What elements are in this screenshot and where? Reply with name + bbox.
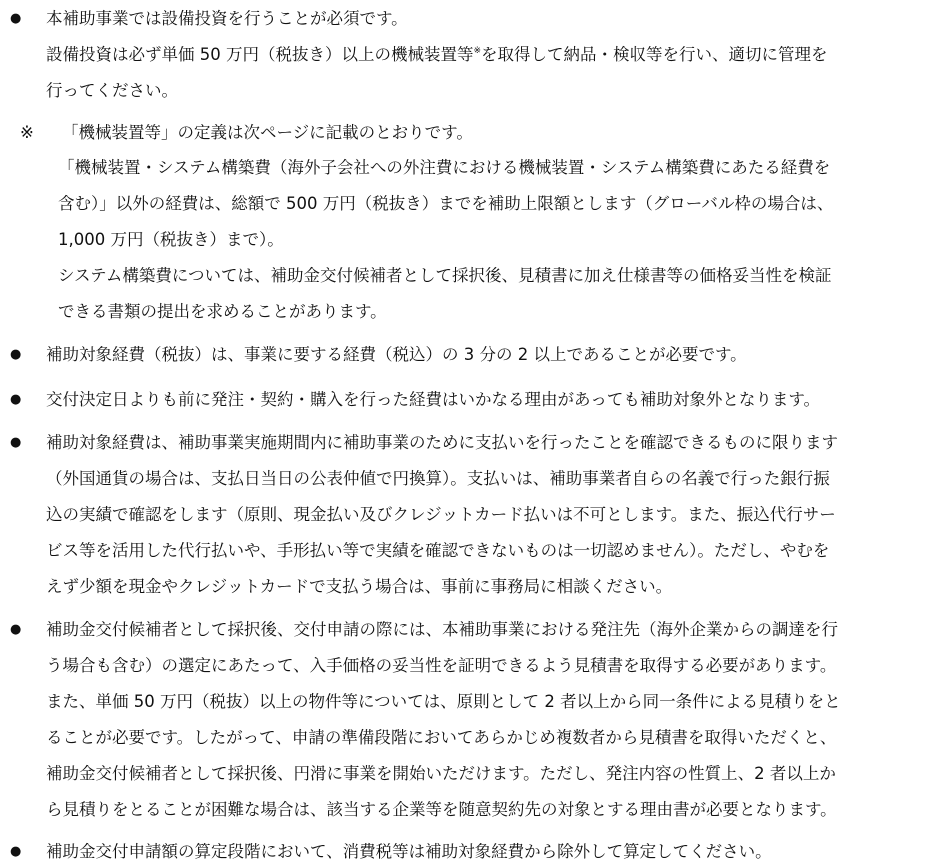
text-line: また、単価 50 万円（税抜）以上の物件等については、原則として 2 者以上から同一条件による見積りをと xyxy=(46,692,841,711)
footnote-mark: ※ xyxy=(473,46,482,56)
text-line: 行ってください。 xyxy=(46,81,178,100)
text-line: 「機械装置・システム構築費（海外子会社への外注費における機械装置・システム構築費にあたる経費を xyxy=(58,158,831,177)
text-line: システム構築費については、補助金交付候補者として採択後、見積書に加え仕様書等の価格妥当性を検証 xyxy=(58,266,832,285)
text-line: 補助金交付候補者として採択後、交付申請の際には、本補助事業における発注先（海外企業からの調達を行 xyxy=(46,620,838,639)
text-line: ビス等を活用した代行払いや、手形払い等で実績を確認できないものは一切認めません）。ただし、やむを xyxy=(46,541,830,560)
bullet-marker: ● xyxy=(10,622,22,637)
text-line: ることが必要です。したがって、申請の準備段階においてあらかじめ複数者から見積書を取得いただくと、 xyxy=(46,728,837,747)
text-line: 1,000 万円（税抜き）まで）。 xyxy=(58,230,284,249)
bullet-marker: ● xyxy=(10,11,22,26)
text-line: （外国通貨の場合は、支払日当日の公表仲値で円換算）。支払いは、補助事業者自らの名義で行った銀行振 xyxy=(46,469,830,488)
note-marker: ※ xyxy=(20,123,34,142)
text-line: う場合も含む）の選定にあたって、入手価格の妥当性を証明できるよう見積書を取得する必要があります。 xyxy=(46,656,837,675)
text-line: ら見積りをとることが困難な場合は、該当する企業等を随意契約先の対象とする理由書が必要となります。 xyxy=(46,800,837,819)
bullet-marker: ● xyxy=(10,435,22,450)
bullet-marker: ● xyxy=(10,347,22,362)
text-line: できる書類の提出を求めることがあります。 xyxy=(58,302,387,321)
text-line: 本補助事業では設備投資を行うことが必須です。 xyxy=(46,9,408,28)
bullet-marker: ● xyxy=(10,844,22,859)
bullet-marker: ● xyxy=(10,392,22,407)
text-line: 補助対象経費は、補助事業実施期間内に補助事業のために支払いを行ったことを確認できるものに限ります xyxy=(46,433,838,452)
text-line: 含む）」以外の経費は、総額で 500 万円（税抜き）までを補助上限額とします（グローバル枠の場合は、 xyxy=(58,194,834,213)
text-line: 設備投資は必ず単価 50 万円（税抜き）以上の機械装置等※を取得して納品・検収等を行い、適切に管理を xyxy=(46,45,828,64)
text-line: 交付決定日よりも前に発注・契約・購入を行った経費はいかなる理由があっても補助対象外となります。 xyxy=(46,390,821,409)
text-line: 「機械装置等」の定義は次ページに記載のとおりです。 xyxy=(62,123,473,142)
text-line: 補助金交付候補者として採択後、円滑に事業を開始いただけます。ただし、発注内容の性質上、2 者以上か xyxy=(46,764,836,783)
text-line: えず少額を現金やクレジットカードで支払う場合は、事前に事務局に相談ください。 xyxy=(46,577,673,596)
text-line: 補助対象経費（税抜）は、事業に要する経費（税込）の 3 分の 2 以上であることが必要です。 xyxy=(46,345,747,364)
text-line: 込の実績で確認をします（原則、現金払い及びクレジットカード払いは不可とします。また、振込代行サー xyxy=(46,505,836,524)
text-line: 補助金交付申請額の算定段階において、消費税等は補助対象経費から除外して算定してください。 xyxy=(46,842,772,861)
